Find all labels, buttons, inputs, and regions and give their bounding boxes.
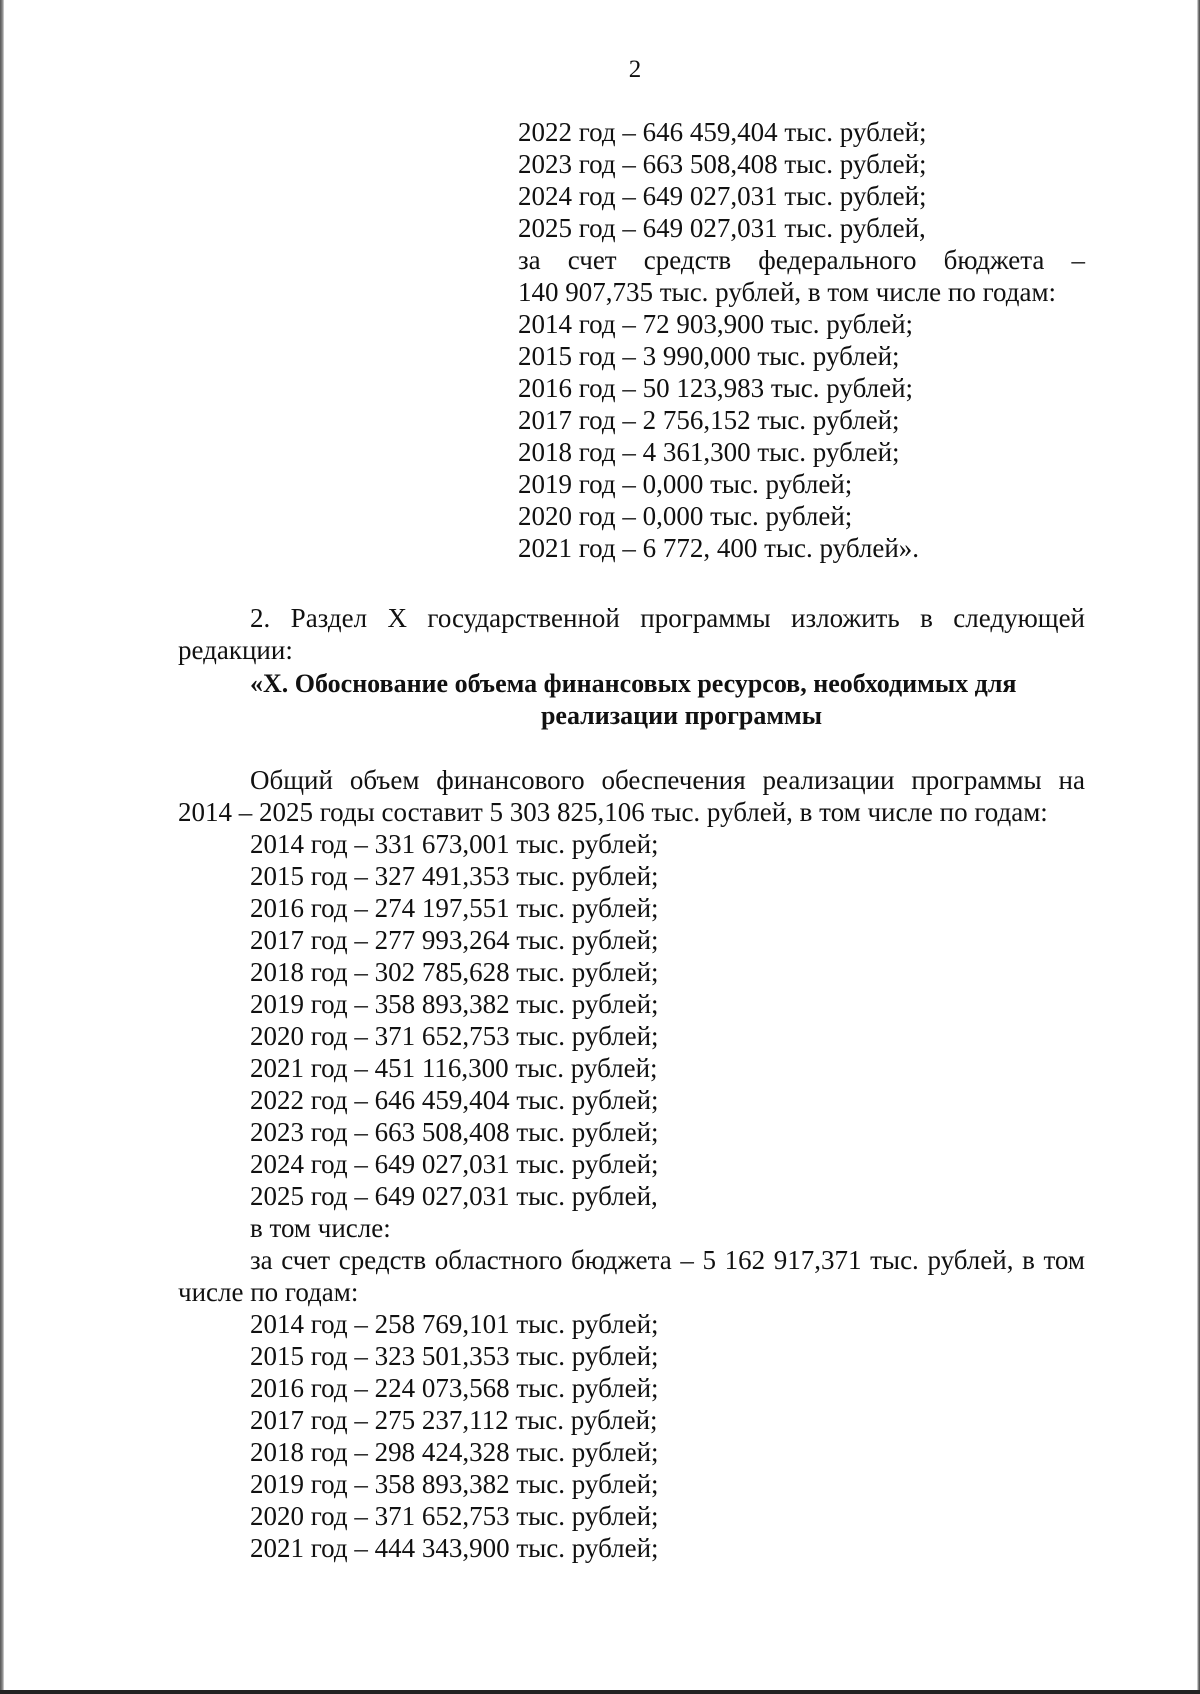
including-label: в том числе: (250, 1213, 391, 1243)
scan-edge-left (0, 0, 4, 1694)
regional-year-line: 2019 год – 358 893,382 тыс. рублей; (250, 1469, 659, 1499)
top-year-line: 2024 год – 649 027,031 тыс. рублей; (518, 181, 927, 211)
federal-budget-line-1: за счет средств федерального бюджета – (518, 245, 1085, 275)
top-year-line: 2023 год – 663 508,408 тыс. рублей; (518, 149, 927, 179)
general-year-line: 2022 год – 646 459,404 тыс. рублей; (250, 1085, 659, 1115)
section-2-line-1: 2. Раздел X государственной программы изложить в следующей (250, 603, 1085, 633)
scan-edge-bottom (0, 1690, 1200, 1694)
section-heading-line-2: реализации программы (540, 701, 823, 730)
regional-line-1: за счет средств областного бюджета – 5 162 917,371 тыс. рублей, в том (250, 1245, 1085, 1275)
general-year-line: 2016 год – 274 197,551 тыс. рублей; (250, 893, 659, 923)
federal-year-line: 2021 год – 6 772, 400 тыс. рублей». (518, 533, 920, 563)
general-year-line: 2025 год – 649 027,031 тыс. рублей, (250, 1181, 658, 1211)
federal-year-line: 2018 год – 4 361,300 тыс. рублей; (518, 437, 900, 467)
general-year-line: 2021 год – 451 116,300 тыс. рублей; (250, 1053, 658, 1083)
federal-year-line: 2016 год – 50 123,983 тыс. рублей; (518, 373, 914, 403)
regional-year-line: 2014 год – 258 769,101 тыс. рублей; (250, 1309, 659, 1339)
top-budget-block (518, 116, 1085, 564)
federal-year-line: 2014 год – 72 903,900 тыс. рублей; (518, 309, 914, 339)
regional-budget-paragraph (178, 1244, 1085, 1308)
top-year-line: 2025 год – 649 027,031 тыс. рублей, (518, 213, 926, 243)
regional-year-line: 2015 год – 323 501,353 тыс. рублей; (250, 1341, 659, 1371)
regional-year-line: 2017 год – 275 237,112 тыс. рублей; (250, 1405, 658, 1435)
general-year-line: 2015 год – 327 491,353 тыс. рублей; (250, 861, 659, 891)
general-years-list (250, 828, 850, 1212)
general-year-line: 2014 год – 331 673,001 тыс. рублей; (250, 829, 659, 859)
general-year-line: 2017 год – 277 993,264 тыс. рублей; (250, 925, 659, 955)
regional-year-line: 2021 год – 444 343,900 тыс. рублей; (250, 1533, 659, 1563)
federal-year-line: 2020 год – 0,000 тыс. рублей; (518, 501, 853, 531)
section-heading-line-1: «X. Обоснование объема финансовых ресурсов, необходимых для (250, 669, 1017, 698)
federal-year-line: 2019 год – 0,000 тыс. рублей; (518, 469, 853, 499)
top-year-line: 2022 год – 646 459,404 тыс. рублей; (518, 117, 927, 147)
general-year-line: 2019 год – 358 893,382 тыс. рублей; (250, 989, 659, 1019)
general-year-line: 2018 год – 302 785,628 тыс. рублей; (250, 957, 659, 987)
general-year-line: 2020 год – 371 652,753 тыс. рублей; (250, 1021, 659, 1051)
page-number: 2 (628, 56, 642, 83)
federal-year-line: 2015 год – 3 990,000 тыс. рублей; (518, 341, 900, 371)
general-year-line: 2023 год – 663 508,408 тыс. рублей; (250, 1117, 659, 1147)
regional-line-2: числе по годам: (178, 1277, 359, 1307)
regional-year-line: 2016 год – 224 073,568 тыс. рублей; (250, 1373, 659, 1403)
general-line-2: 2014 – 2025 годы составит 5 303 825,106 тыс. рублей, в том числе по годам: (178, 797, 1048, 827)
regional-year-line: 2020 год – 371 652,753 тыс. рублей; (250, 1501, 659, 1531)
section-2-line-2: редакции: (178, 635, 293, 665)
regional-year-line: 2018 год – 298 424,328 тыс. рублей; (250, 1437, 659, 1467)
general-financing-paragraph (178, 764, 1085, 828)
section-heading (178, 668, 1085, 732)
regional-years-list (250, 1308, 850, 1564)
section-2-paragraph (178, 602, 1085, 666)
general-line-1: Общий объем финансового обеспечения реализации программы на (250, 765, 1085, 795)
federal-budget-line-2: 140 907,735 тыс. рублей, в том числе по годам: (518, 277, 1057, 307)
federal-year-line: 2017 год – 2 756,152 тыс. рублей; (518, 405, 900, 435)
general-year-line: 2024 год – 649 027,031 тыс. рублей; (250, 1149, 659, 1179)
